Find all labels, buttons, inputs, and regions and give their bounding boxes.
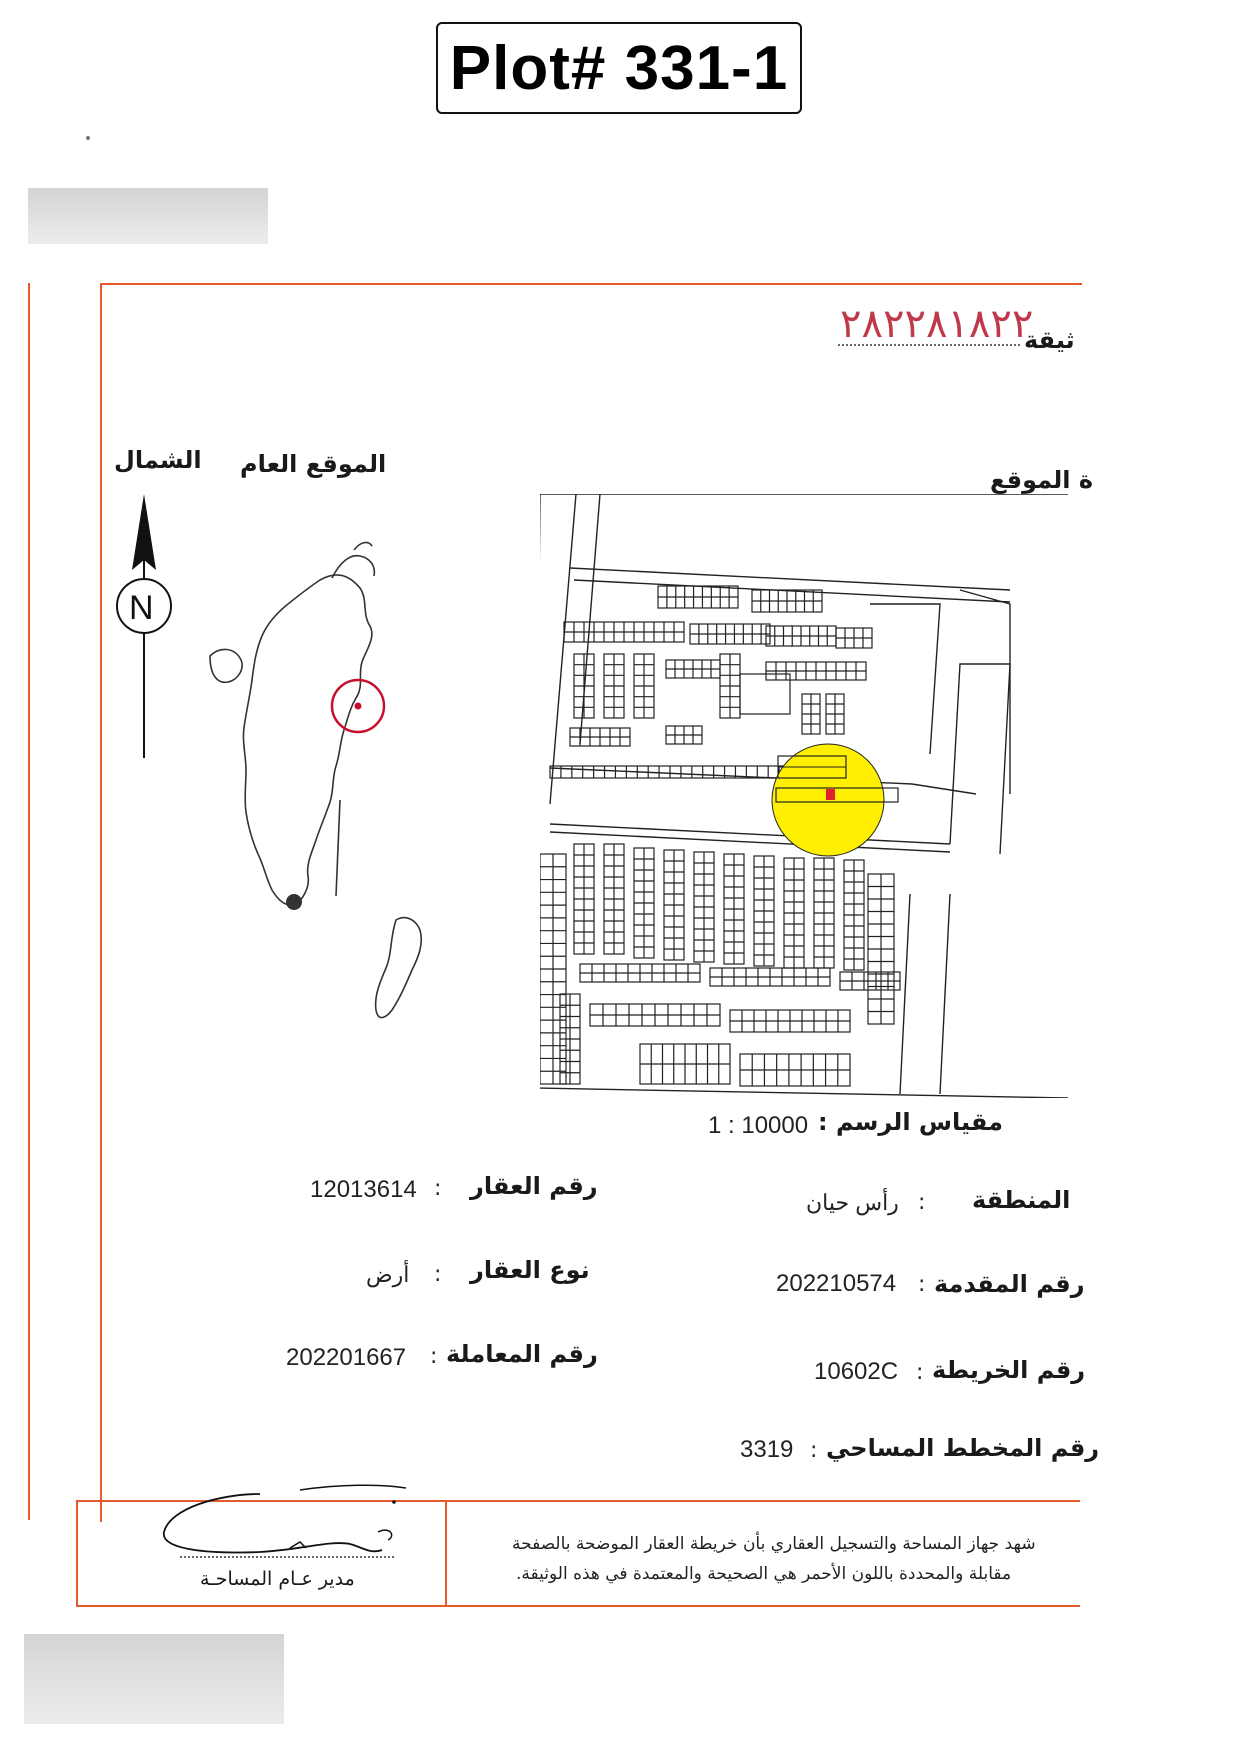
map-no-colon: : bbox=[916, 1360, 924, 1385]
property-no-label: رقم العقار bbox=[470, 1172, 598, 1200]
signature-mark bbox=[150, 1474, 430, 1564]
plot-title-box bbox=[436, 22, 802, 114]
application-no-colon: : bbox=[918, 1272, 926, 1297]
transaction-no-value: 202201667 bbox=[286, 1344, 407, 1371]
signatory-title: مدير عـام المساحـة bbox=[200, 1568, 355, 1590]
plot-title: Plot# 331-1 bbox=[449, 33, 789, 103]
map-no-value: 10602C bbox=[814, 1358, 899, 1385]
north-letter: N bbox=[129, 589, 154, 627]
application-no-label: رقم المقدمة bbox=[934, 1270, 1085, 1298]
survey-plan-no-colon: : bbox=[810, 1438, 818, 1463]
certification-line-1: شهد جهاز المساحة والتسجيل العقاري بأن خريطة العقار الموضحة بالصفحة bbox=[512, 1534, 1036, 1554]
scale-value: 1 : 10000 bbox=[708, 1112, 809, 1139]
scan-shadow-top bbox=[28, 188, 268, 244]
signature-dotted-line bbox=[180, 1556, 394, 1558]
frame-left-edge bbox=[28, 283, 30, 1520]
document-number-dotted-line bbox=[838, 344, 1020, 346]
north-label: الشمال bbox=[114, 446, 202, 474]
general-location-label: الموقع العام bbox=[240, 450, 387, 478]
scan-shadow-bottom bbox=[24, 1634, 284, 1724]
property-type-colon: : bbox=[434, 1262, 442, 1287]
property-type-label: نوع العقار bbox=[470, 1256, 590, 1284]
map-no-label: رقم الخريطة bbox=[932, 1356, 1086, 1384]
document-number-value: ٢٨٢٢٨١٨٢٢ bbox=[840, 301, 1034, 346]
footer-bottom-rule bbox=[76, 1605, 1080, 1607]
region-colon: : bbox=[918, 1190, 926, 1215]
region-label: المنطقة bbox=[972, 1186, 1071, 1214]
certification-line-2: مقابلة والمحددة باللون الأحمر هي الصحيحة والمعتمدة في هذه الوثيقة. bbox=[516, 1564, 1012, 1584]
footer-divider bbox=[445, 1500, 447, 1605]
transaction-no-colon: : bbox=[430, 1344, 438, 1369]
property-no-value: 12013614 bbox=[310, 1176, 417, 1203]
scan-dot bbox=[86, 136, 90, 140]
transaction-no-label: رقم المعاملة bbox=[446, 1340, 598, 1368]
property-type-value: أرض bbox=[366, 1262, 410, 1287]
region-value: رأس حيان bbox=[806, 1190, 899, 1215]
survey-plan-no-value: 3319 bbox=[740, 1436, 794, 1463]
general-location-map bbox=[190, 510, 470, 1040]
footer-left-rule bbox=[76, 1500, 78, 1605]
document-number-label: ثيقة bbox=[1024, 326, 1075, 354]
application-no-value: 202210574 bbox=[776, 1270, 897, 1297]
location-label: ة الموقع bbox=[990, 466, 1094, 494]
location-detail-map bbox=[540, 494, 1068, 1098]
survey-plan-no-label: رقم المخطط المساحي bbox=[826, 1434, 1100, 1462]
property-no-colon: : bbox=[434, 1176, 442, 1201]
scale-label: مقياس الرسم : bbox=[818, 1108, 1003, 1136]
